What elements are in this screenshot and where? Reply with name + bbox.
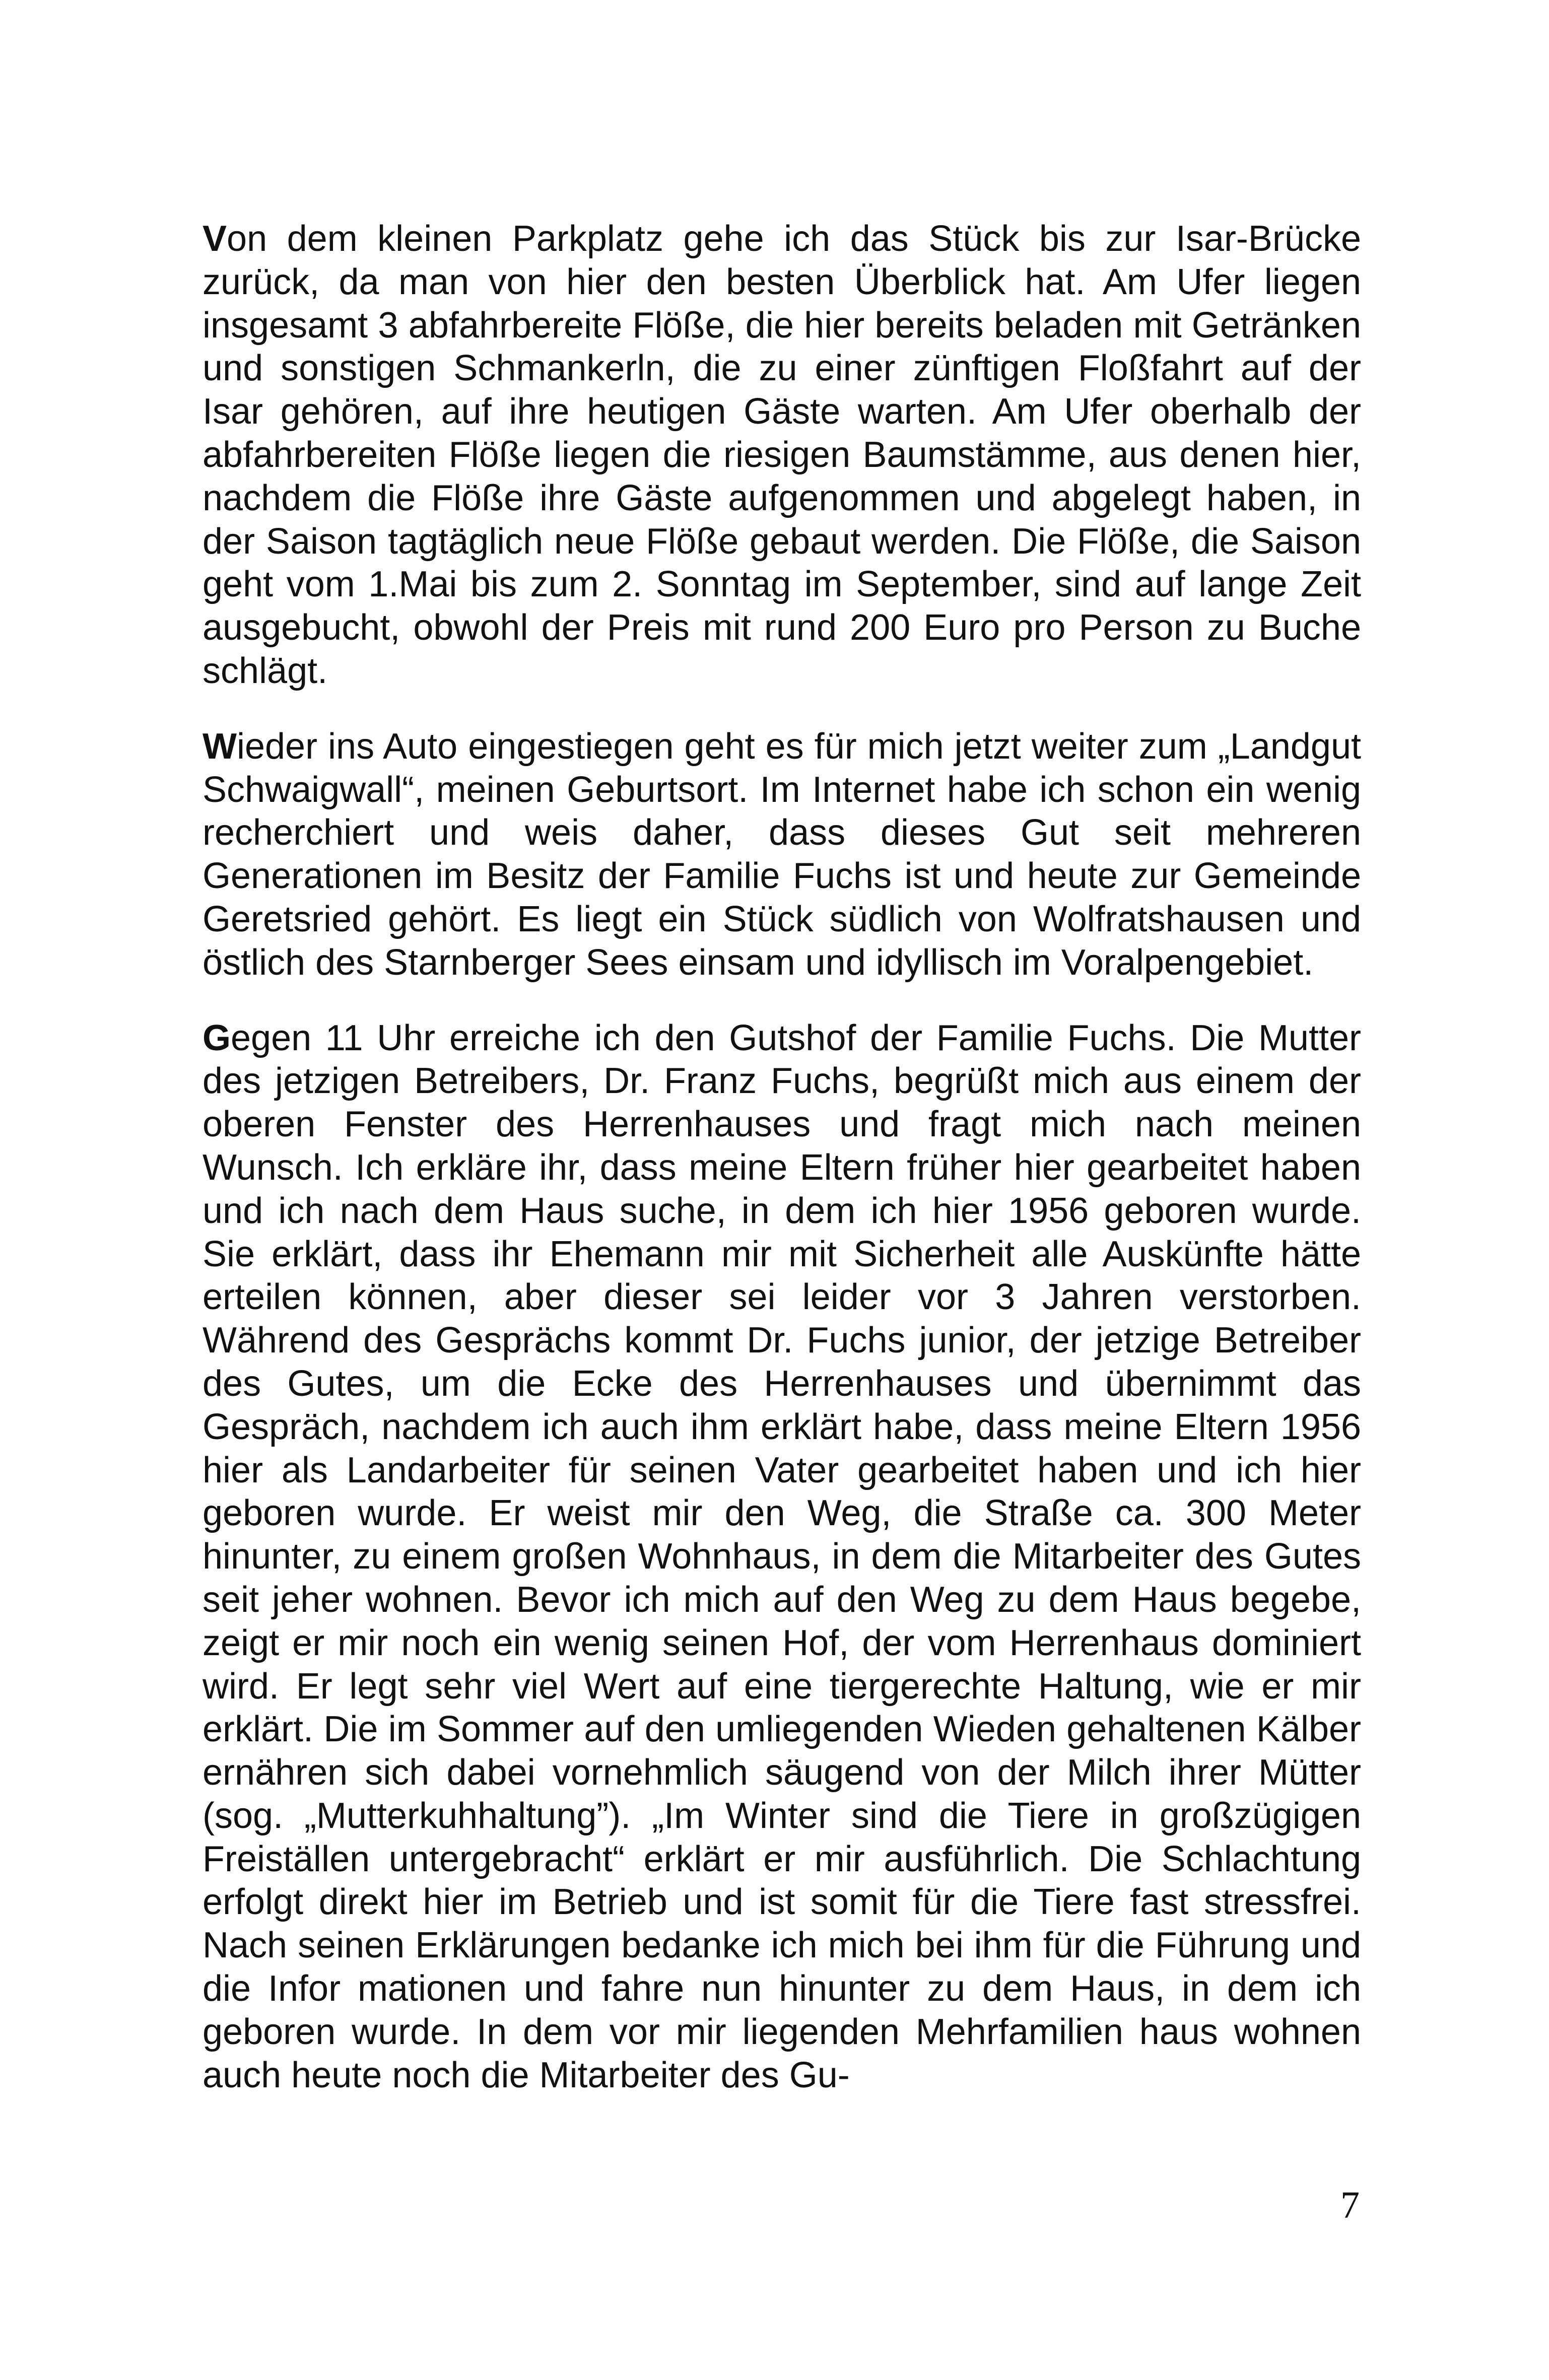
paragraph-2 bbox=[203, 725, 1361, 985]
paragraph-3 bbox=[203, 1017, 1361, 2097]
paragraph-initial: W bbox=[203, 726, 237, 767]
paragraph-text: egen 11 Uhr erreiche ich den Gutshof der Familie Fuchs. Die Mutter des jetzigen Betreibers, Dr. Franz Fuchs, begrüßt mich aus einem der oberen Fenster des Herrenhauses und fragt mich nach meinen Wunsch. Ich erkläre ihr, dass meine Eltern früher hier gearbeitet haben und ich nach dem Haus suche, in dem ich hier 1956 geboren wurde. Sie erklärt, dass ihr Ehemann mir mit Sicherheit alle Auskünfte hätte erteilen können, aber dieser sei leider vor 3 Jahren verstorben. Während des Gesprächs kommt Dr. Fuchs junior, der jetzige Betreiber des Gutes, um die Ecke des Herrenhauses und übernimmt das Gespräch, nachdem ich auch ihm erklärt habe, dass meine Eltern 1956 hier als Landarbeiter für seinen Vater gearbeitet haben und ich hier geboren wurde. Er weist mir den Weg, die Straße ca. 300 Meter hinunter, zu einem großen Wohnhaus, in dem die Mitarbeiter des Gutes seit jeher wohnen. Bevor ich mich auf den Weg zu dem Haus begebe, zeigt er mir noch ein wenig seinen Hof, der vom Herrenhaus dominiert wird. Er legt sehr viel Wert auf eine tiergerechte Haltung, wie er mir erklärt. Die im Sommer auf den umliegenden Wieden gehaltenen Kälber ernähren sich dabei vornehmlich säugend von der Milch ihrer Mütter (sog. „Mutterkuhhaltung”). „Im Winter sind die Tiere in großzügigen Freiställen untergebracht“ erklärt er mir ausführlich. Die Schlachtung erfolgt direkt hier im Betrieb und ist somit für die Tiere fast stressfrei. Nach seinen Erklärungen bedanke ich mich bei ihm für die Führung und die Infor mationen und fahre nun hinunter zu dem Haus, in dem ich geboren wurde. In dem vor mir liegenden Mehrfamilien haus wohnen auch heute noch die Mitarbeiter des Gu- bbox=[203, 1017, 1361, 2095]
paragraph-initial: G bbox=[203, 1017, 231, 1058]
paragraph-text: ieder ins Auto eingestiegen geht es für mich jetzt weiter zum „Landgut Schwaigwall“, meinen Geburtsort. Im Internet habe ich schon ein wenig recherchiert und weis daher, dass dieses Gut seit mehreren Generationen im Besitz der Familie Fuchs ist und heute zur Gemeinde Geretsried gehört. Es liegt ein Stück südlich von Wolfratshausen und östlich des Starnberger Sees einsam und idyllisch im Voralpengebiet. bbox=[203, 726, 1361, 983]
paragraph-1 bbox=[203, 218, 1361, 693]
paragraph-text: on dem kleinen Parkplatz gehe ich das Stück bis zur Isar-Brücke zurück, da man von hier den besten Überblick hat. Am Ufer liegen insgesamt 3 abfahrbereite Flöße, die hier bereits beladen mit Getränken und sonstigen Schmankerln, die zu einer zünftigen Floßfahrt auf der Isar gehören, auf ihre heutigen Gäste warten. Am Ufer oberhalb der abfahrbereiten Flöße liegen die riesigen Baumstämme, aus denen hier, nachdem die Flöße ihre Gäste aufgenommen und abgelegt haben, in der Saison tagtäglich neue Flöße gebaut werden. Die Flöße, die Saison geht vom 1.Mai bis zum 2. Sonntag im September, sind auf lange Zeit ausgebucht, obwohl der Preis mit rund 200 Euro pro Person zu Buche schlägt. bbox=[203, 219, 1361, 691]
page-number: 7 bbox=[1340, 2184, 1360, 2226]
body-text bbox=[203, 218, 1361, 2097]
paragraph-initial: V bbox=[203, 219, 227, 259]
